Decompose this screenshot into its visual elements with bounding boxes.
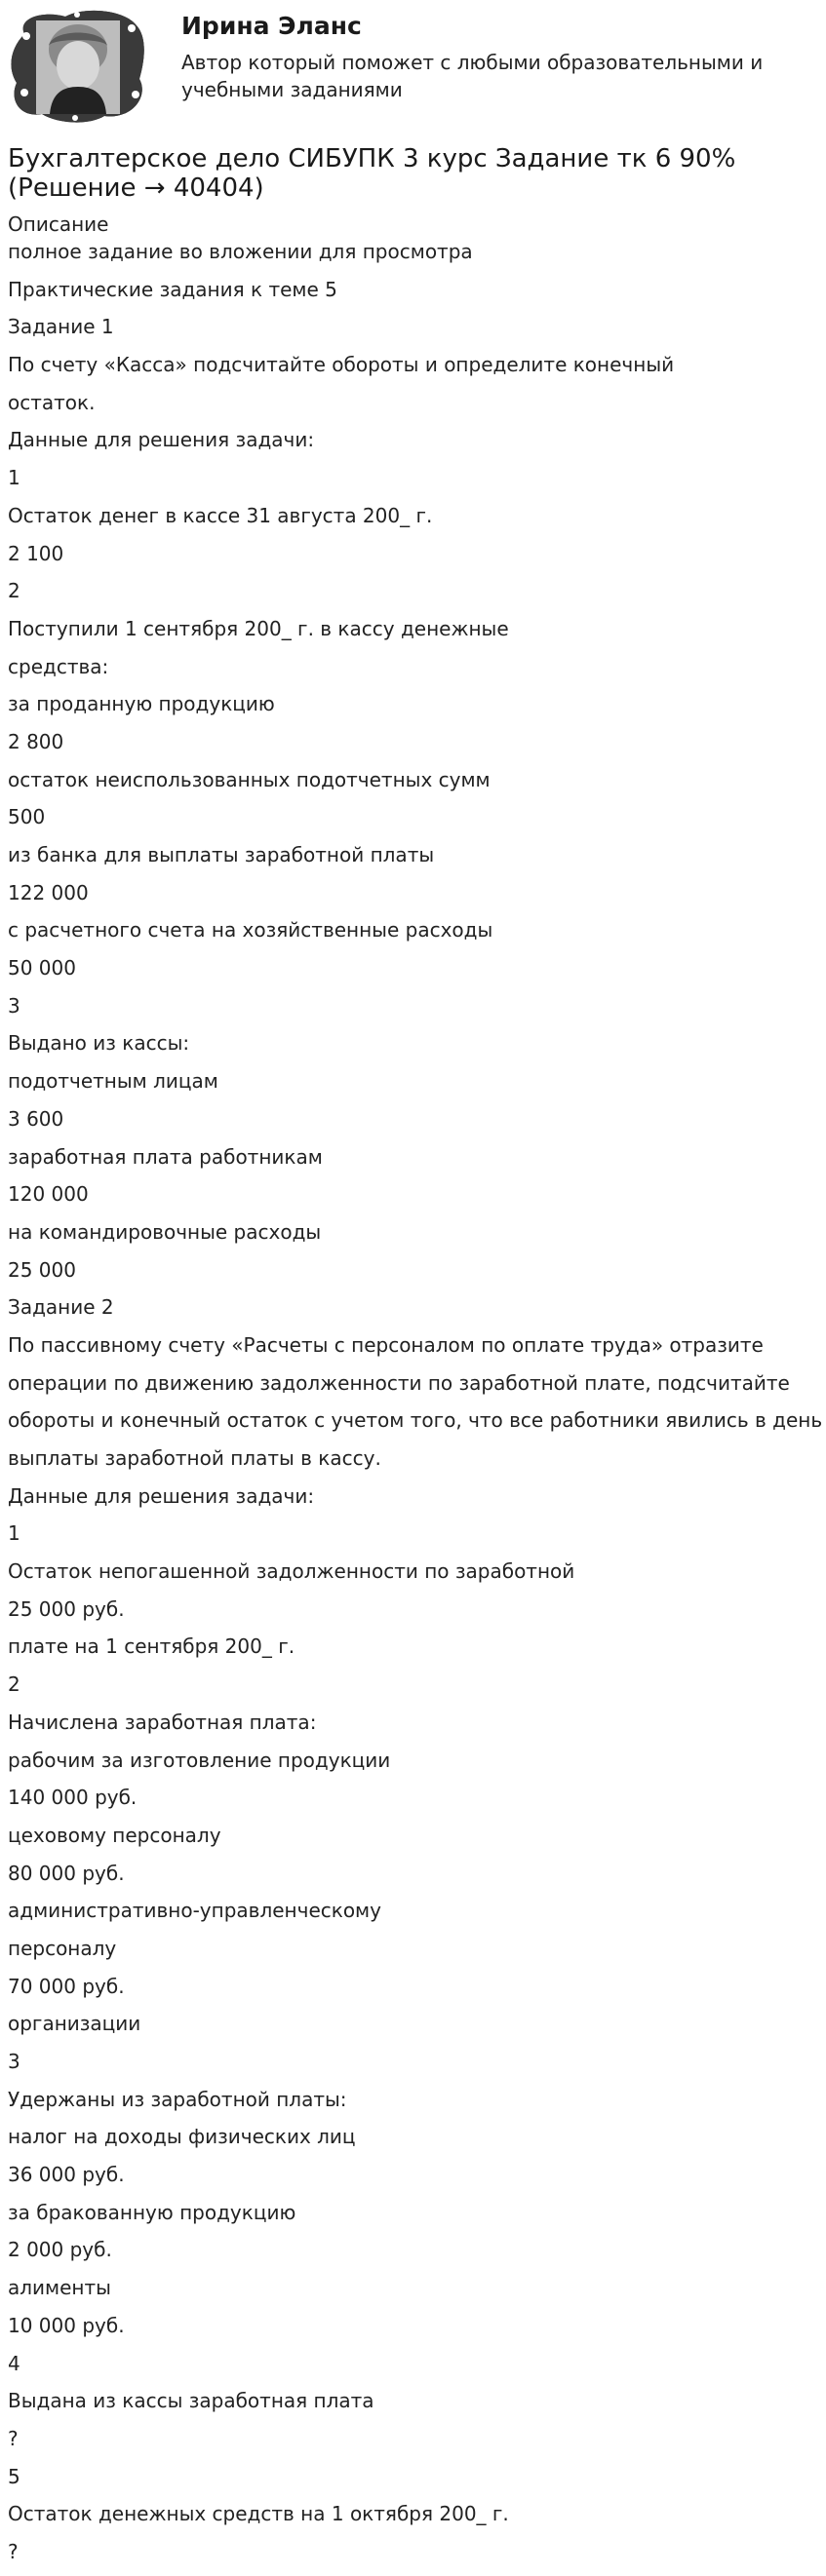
text-line: 50 000 — [8, 956, 76, 980]
text-line: персоналу — [8, 1936, 117, 1960]
text-line: обороты и конечный остаток с учетом того, что все работники явились в день — [8, 1408, 823, 1433]
text-line: алименты — [8, 2276, 111, 2300]
text-line: 2 — [8, 579, 20, 603]
author-name[interactable]: Ирина Эланс — [181, 12, 362, 40]
text-line: Остаток денег в кассе 31 августа 200_ г. — [8, 503, 433, 527]
text-line: Задание 1 — [8, 315, 114, 339]
text-line: остаток. — [8, 390, 96, 414]
author-card — [0, 0, 826, 127]
author-description: Автор который поможет с любыми образовательными и учебными заданиями — [181, 51, 764, 101]
text-line: 80 000 руб. — [8, 1861, 125, 1885]
text-line: Начислена заработная плата: — [8, 1710, 317, 1734]
avatar[interactable] — [7, 7, 148, 124]
text-line: 4 — [8, 2351, 20, 2375]
text-line: 2 800 — [8, 729, 64, 753]
text-line: ? — [8, 2426, 19, 2450]
text-line: 5 — [8, 2464, 20, 2488]
text-line: Данные для решения задачи: — [8, 1483, 315, 1508]
text-line: 120 000 — [8, 1182, 89, 1207]
text-line: 1 — [8, 466, 20, 490]
text-line: 10 000 руб. — [8, 2313, 125, 2337]
text-line: 70 000 руб. — [8, 1974, 125, 1998]
avatar-photo-icon — [7, 7, 148, 124]
text-line: 3 — [8, 2050, 20, 2073]
text-line: на командировочные расходы — [8, 1219, 322, 1244]
text-line: организации — [8, 2012, 141, 2036]
text-line: Практические задания к теме 5 — [8, 277, 337, 301]
text-line: 140 000 руб. — [8, 1786, 138, 1810]
text-line: цеховому персоналу — [8, 1823, 221, 1847]
text-line: 3 — [8, 993, 20, 1018]
text-line: Удержаны из заработной платы: — [8, 2087, 347, 2111]
text-line: за бракованную продукцию — [8, 2200, 296, 2224]
text-line: ? — [8, 2539, 19, 2563]
text-line: за проданную продукцию — [8, 692, 275, 716]
text-line: 1 — [8, 1521, 20, 1546]
text-line: Выдано из кассы: — [8, 1031, 190, 1056]
text-line: 2 — [8, 1672, 20, 1697]
text-line: налог на доходы физических лиц — [8, 2125, 356, 2149]
text-line: заработная плата работникам — [8, 1144, 323, 1169]
text-line: с расчетного счета на хозяйственные расходы — [8, 918, 493, 942]
text-line: По пассивному счету «Расчеты с персоналом по оплате труда» отразите — [8, 1332, 764, 1357]
text-line: Выдана из кассы заработная плата — [8, 2389, 374, 2413]
text-line: Задание 2 — [8, 1295, 114, 1320]
text-line: полное задание во вложении для просмотра — [8, 240, 473, 263]
text-line: 2 000 руб. — [8, 2238, 112, 2262]
text-line: 25 000 руб. — [8, 1596, 125, 1621]
task-text — [8, 238, 823, 2576]
page-title: Бухгалтерское дело СИБУПК 3 курс Задание тк 6 90% (Решение → 40404) — [8, 144, 736, 203]
text-line: 3 600 — [8, 1106, 64, 1131]
text-line: Данные для решения задачи: — [8, 428, 315, 452]
text-line: 2 100 — [8, 541, 64, 565]
text-line: административно-управленческому — [8, 1899, 381, 1923]
text-line: Остаток денежных средств на 1 октября 200_ г. — [8, 2502, 509, 2526]
text-line: 500 — [8, 805, 46, 829]
text-line: 36 000 руб. — [8, 2163, 125, 2187]
text-line: средства: — [8, 654, 109, 678]
description-label: Описание — [8, 212, 109, 236]
text-line: Поступили 1 сентября 200_ г. в кассу денежные — [8, 616, 509, 640]
text-line: По счету «Касса» подсчитайте обороты и определите конечный — [8, 353, 675, 377]
text-line: остаток неиспользованных подотчетных сумм — [8, 767, 491, 791]
text-line: плате на 1 сентября 200_ г. — [8, 1634, 295, 1659]
text-line: Остаток непогашенной задолженности по заработной — [8, 1559, 575, 1584]
text-line: из банка для выплаты заработной платы — [8, 843, 435, 866]
text-line: 25 000 — [8, 1257, 76, 1282]
text-line: операции по движению задолженности по заработной плате, подсчитайте — [8, 1370, 790, 1395]
text-line: рабочим за изготовление продукции — [8, 1748, 391, 1772]
text-line: 122 000 — [8, 880, 89, 904]
text-line: выплаты заработной платы в кассу. — [8, 1446, 381, 1470]
text-line: подотчетным лицам — [8, 1069, 218, 1094]
